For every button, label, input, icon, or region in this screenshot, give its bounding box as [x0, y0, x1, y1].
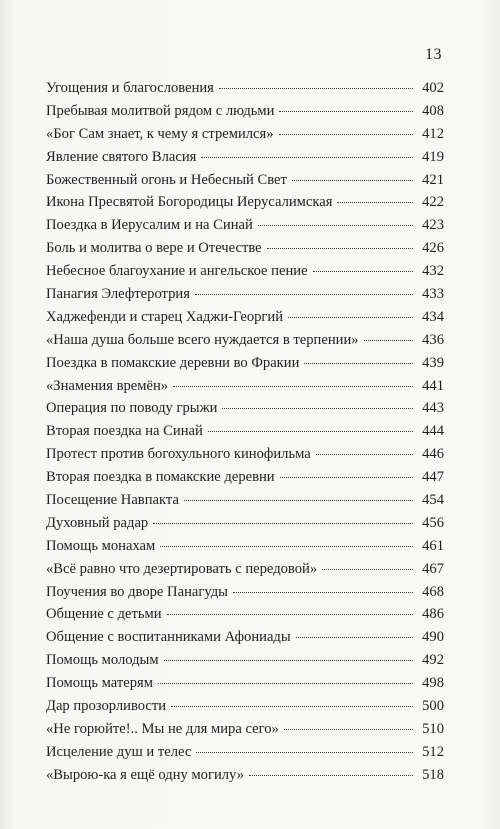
- dot-leader: [233, 592, 413, 593]
- toc-entry-page: 446: [422, 446, 444, 463]
- dot-leader: [292, 180, 413, 181]
- toc-entry-title: Поездка в помакские деревни во Фракии: [46, 354, 300, 371]
- toc-entry-title: «Вырою-ка я ещё одну могилу»: [46, 766, 245, 783]
- toc-entry-page: 421: [422, 171, 444, 188]
- toc-entry-page: 492: [422, 652, 444, 669]
- toc-entry: [46, 629, 444, 652]
- toc-entry-page: 461: [422, 537, 444, 554]
- toc-entry-title: «Всё равно что дезертировать с передовой»: [46, 560, 318, 577]
- toc-entry: [46, 103, 444, 126]
- toc-entry-title: Вторая поездка на Синай: [46, 423, 203, 440]
- toc-entry-title: «Наша душа больше всего нуждается в терпении»: [46, 331, 359, 348]
- toc-entry: [46, 309, 444, 332]
- dot-leader: [196, 752, 413, 753]
- dot-leader: [164, 660, 413, 661]
- toc-entry: [46, 332, 444, 355]
- toc-entry-page: 486: [422, 606, 444, 623]
- toc-entry-page: 490: [422, 629, 444, 646]
- toc-entry: [46, 652, 444, 675]
- dot-leader: [153, 523, 413, 524]
- toc-entry-page: 439: [422, 354, 444, 371]
- toc-entry: [46, 240, 444, 263]
- dot-leader: [304, 363, 413, 364]
- dot-leader: [219, 88, 413, 89]
- dot-leader: [184, 500, 413, 501]
- toc-entry-page: 408: [422, 102, 444, 119]
- toc-entry-title: Икона Пресвятой Богородицы Иерусалимская: [46, 194, 333, 211]
- toc-entry-page: 468: [422, 583, 444, 600]
- dot-leader: [249, 775, 413, 776]
- toc-entry-title: Поучения во дворе Панагуды: [46, 583, 228, 600]
- toc-entry: [46, 355, 444, 378]
- toc-entry-page: 454: [422, 492, 444, 509]
- toc-entry-page: 432: [422, 263, 444, 280]
- page-number: 13: [425, 46, 442, 63]
- toc-entry-title: «Бог Сам знает, к чему я стремился»: [46, 125, 274, 142]
- toc-entry-page: 498: [422, 675, 444, 692]
- dot-leader: [364, 340, 413, 341]
- toc-entry-page: 467: [422, 560, 444, 577]
- dot-leader: [195, 294, 413, 295]
- dot-leader: [279, 111, 413, 112]
- dot-leader: [322, 569, 413, 570]
- toc-entry-page: 500: [422, 698, 444, 715]
- toc-entry-page: 512: [422, 743, 444, 760]
- toc-entry-title: «Не горюйте!.. Мы не для мира сего»: [46, 720, 279, 737]
- toc-entry-page: 441: [422, 377, 444, 394]
- toc-entry-page: 402: [422, 80, 444, 96]
- toc-entry-title: Посещение Навпакта: [46, 492, 179, 509]
- dot-leader: [316, 454, 413, 455]
- toc-entry: [46, 126, 444, 149]
- toc-entry-title: Общение с воспитанниками Афониады: [46, 629, 291, 646]
- dot-leader: [337, 202, 413, 203]
- toc-entry: [46, 217, 444, 240]
- toc-entry: [46, 675, 444, 698]
- toc-entry-title: Исцеление душ и телес: [46, 743, 192, 760]
- toc-entry: [46, 606, 444, 629]
- toc-entry: [46, 515, 444, 538]
- dot-leader: [222, 408, 413, 409]
- toc-entry-page: 422: [422, 194, 444, 211]
- toc-entry: [46, 194, 444, 217]
- toc-entry-title: Помощь матерям: [46, 675, 153, 692]
- toc-entry: [46, 446, 444, 469]
- toc-entry-page: 419: [422, 148, 444, 165]
- toc-entry-title: Хаджефенди и старец Хаджи-Георгий: [46, 308, 284, 325]
- toc-entry-page: 434: [422, 308, 444, 325]
- toc-entry-title: Небесное благоухание и ангельское пение: [46, 263, 308, 280]
- toc-entry-page: 510: [422, 720, 444, 737]
- dot-leader: [160, 546, 413, 547]
- toc-entry: [46, 698, 444, 721]
- dot-leader: [279, 134, 413, 135]
- toc-entry-title: Божественный огонь и Небесный Свет: [46, 171, 287, 188]
- toc-entry: [46, 149, 444, 172]
- toc-entry-page: 423: [422, 217, 444, 234]
- toc-entry-page: 426: [422, 240, 444, 257]
- toc-entry-title: Боль и молитва о вере и Отечестве: [46, 240, 262, 257]
- toc-entry-title: Общение с детьми: [46, 606, 162, 623]
- dot-leader: [158, 683, 413, 684]
- toc-entry: [46, 172, 444, 195]
- dot-leader: [171, 706, 413, 707]
- toc-entry-page: 444: [422, 423, 444, 440]
- toc-entry-title: Угощения и благословения: [46, 80, 214, 96]
- toc-entry-title: Операция по поводу грыжи: [46, 400, 218, 417]
- dot-leader: [258, 225, 413, 226]
- toc-entry-title: Явление святого Власия: [46, 148, 197, 165]
- dot-leader: [208, 431, 413, 432]
- toc-entry-title: Пребывая молитвой рядом с людьми: [46, 102, 275, 119]
- toc-entry: [46, 469, 444, 492]
- table-of-contents: [46, 80, 444, 790]
- toc-entry: [46, 286, 444, 309]
- toc-entry-title: «Знамения времён»: [46, 377, 169, 394]
- toc-entry: [46, 80, 444, 103]
- toc-entry-title: Дар прозорливости: [46, 698, 167, 715]
- toc-entry: [46, 744, 444, 767]
- toc-entry-page: 447: [422, 469, 444, 486]
- toc-entry-page: 436: [422, 331, 444, 348]
- toc-entry: [46, 400, 444, 423]
- dot-leader: [201, 157, 413, 158]
- toc-entry-title: Поездка в Иерусалим и на Синай: [46, 217, 253, 234]
- toc-entry: [46, 721, 444, 744]
- toc-entry: [46, 561, 444, 584]
- dot-leader: [284, 729, 413, 730]
- toc-entry-page: 518: [422, 766, 444, 783]
- toc-entry-page: 433: [422, 286, 444, 303]
- toc-entry-page: 412: [422, 125, 444, 142]
- toc-entry-title: Панагия Элефтеротрия: [46, 286, 190, 303]
- toc-entry: [46, 538, 444, 561]
- toc-entry-page: 443: [422, 400, 444, 417]
- toc-entry-title: Вторая поездка в помакские деревни: [46, 469, 275, 486]
- dot-leader: [267, 248, 413, 249]
- dot-leader: [288, 317, 413, 318]
- toc-entry-title: Помощь молодым: [46, 652, 159, 669]
- dot-leader: [313, 271, 413, 272]
- toc-entry: [46, 263, 444, 286]
- toc-entry-page: 456: [422, 514, 444, 531]
- toc-entry: [46, 378, 444, 401]
- toc-entry: [46, 423, 444, 446]
- toc-entry-title: Помощь монахам: [46, 537, 156, 554]
- toc-entry-title: Духовный радар: [46, 514, 149, 531]
- dot-leader: [296, 637, 413, 638]
- toc-entry-title: Протест против богохульного кинофильма: [46, 446, 311, 463]
- dot-leader: [173, 386, 413, 387]
- toc-entry: [46, 767, 444, 790]
- dot-leader: [167, 614, 413, 615]
- toc-entry: [46, 492, 444, 515]
- dot-leader: [280, 477, 413, 478]
- toc-entry: [46, 584, 444, 607]
